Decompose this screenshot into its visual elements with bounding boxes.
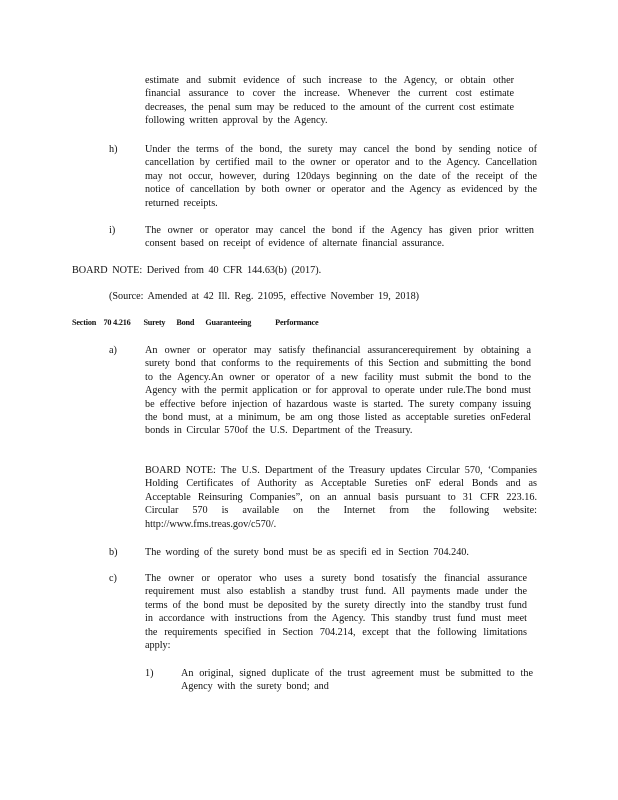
item-c-label: c) [109,573,117,584]
item-b-label: b) [109,547,118,558]
item-c1-text: An original, signed duplicate of the trust agreement must be submitted to the Agency with the surety bond; and [181,668,533,693]
item-h-label: h) [109,144,118,155]
board-note-derived: BOARD NOTE: Derived from 40 CFR 144.63(b) (2017). [72,265,322,276]
item-b-text: The wording of the surety bond must be as specifi ed in Section 704.240. [145,547,469,558]
item-h-text: Under the terms of the bond, the surety may cancel the bond by sending notice of cancellation by certified mail to the owner or operator and to the Agency. Cancellation may not occur, however, during 120days beginning on the date of the receipt of the notice of cancellation by both owner or operator and the Agency as evidenced by the returned receipts. [145,144,537,209]
item-c1-label: 1) [145,668,154,679]
section-heading: Section 70 4.216 Surety Bond Guaranteeing Performance [72,318,319,327]
item-a-text: An owner or operator may satisfy thefinancial assurancerequirement by obtaining a surety bond that conforms to the requirements of this Section and submitting the bond to the Agency.An owner or operator of a new facility must submit the bond to the Agency with the permit application or for approval to operate under rule.The bond must be effective before injection of hazardous waste is started. The surety company issuing the bond must, at a minimum, be am ong those listed as acceptable sureties onFederal bonds in Circular 570of the U.S. Department of the Treasury. [145,345,531,437]
item-i-label: i) [109,225,116,236]
item-i-text: The owner or operator may cancel the bond if the Agency has given prior written consent based on receipt of evidence of alternate financial assurance. [145,225,534,250]
board-note-treasury: BOARD NOTE: The U.S. Department of the Treasury updates Circular 570, ‘Companies Holding Certificates of Authority as Acceptable Sureties onF ederal Bonds and as Acceptable Reinsuring Companies”, on an annual basis pursuant to 31 CFR 223.16. Circular 570 is available on the Internet from the following website: http://www.fms.treas.gov/c570/. [145,465,537,530]
item-a-label: a) [109,345,117,356]
continued-paragraph: estimate and submit evidence of such increase to the Agency, or obtain other financial assurance to cover the increase. Whenever the current cost estimate decreases, the penal sum may be reduced to the amount of the current cost estimate following written approval by the Agency. [145,75,514,127]
item-c-text: The owner or operator who uses a surety bond tosatisfy the financial assurance requirement must also establish a standby trust fund. All payments made under the terms of the bond must be deposited by the surety directly into the standby trust fund in accordance with instructions from the Agency. This standby trust fund must meet the requirements specified in Section 704.214, except that the following limitations apply: [145,573,527,652]
source-note: (Source: Amended at 42 Ill. Reg. 21095, effective November 19, 2018) [109,291,420,302]
